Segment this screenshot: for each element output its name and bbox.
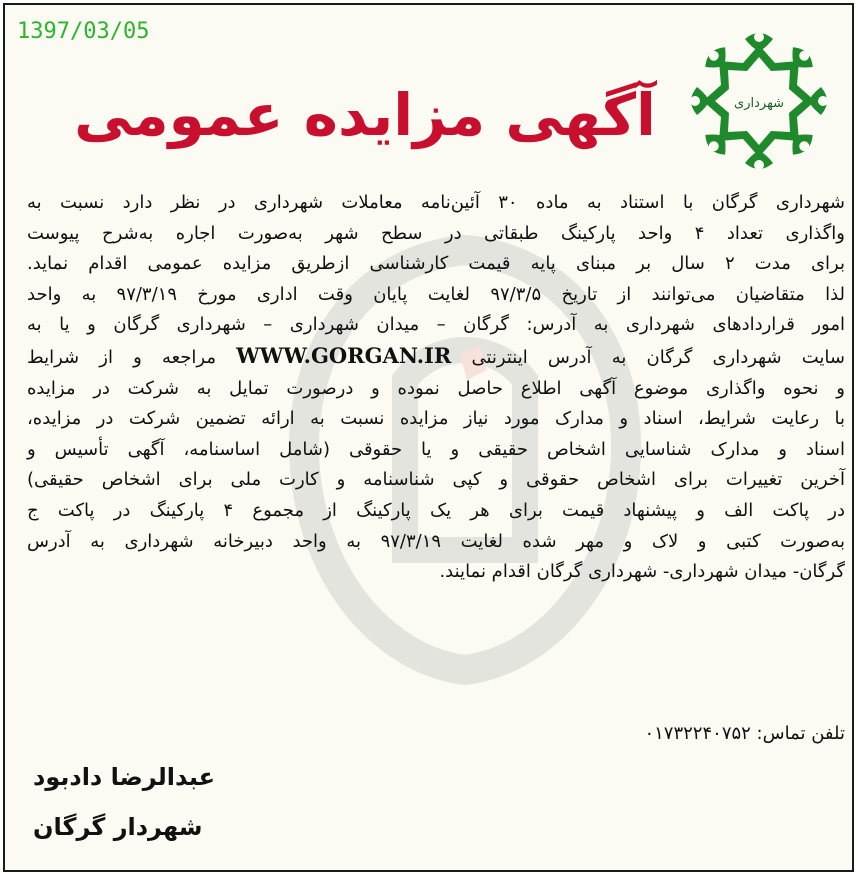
body-line: و نحوه واگذاری موضوع آگهی اطلاع حاصل نموده و درصورت تمایل به شرکت در مزایده: [27, 377, 845, 399]
notice-title: آگهی مزایده عمومی: [74, 81, 656, 149]
logo-text: شهرداری: [734, 96, 784, 111]
notice-body: [27, 188, 845, 588]
site-text-before: سایت شهرداری گرگان به آدرس اینترنتی: [471, 346, 845, 368]
signatory-role: شهردار گرگان: [33, 813, 203, 841]
body-line: با رعایت شرایط، اسناد و مدارک مورد نیاز مزایده نسبت به ارائه تضمین شرکت در مزایده،: [27, 408, 845, 430]
body-line: گرگان- میدان شهرداری- شهرداری گرگان اقدام نمایند.: [439, 561, 845, 583]
website-link[interactable]: WWW.GORGAN.IR: [236, 342, 452, 368]
body-line: امور قراردادهای شهرداری به آدرس: گرگان – میدان شهرداری – شهرداری گرگان و یا به: [27, 314, 845, 336]
municipality-logo: [689, 31, 829, 171]
body-line: برای مدت ۲ سال بر مبنای پایه قیمت کارشناسی ازطریق مزایده عمومی اقدام نماید.: [27, 253, 845, 275]
site-text-after: مراجعه و از شرایط: [27, 346, 216, 368]
body-line: به‌صورت کتبی و لاک و مهر شده لغایت ۹۷/۳/۱۹ به واحد دبیرخانه شهرداری به آدرس: [27, 530, 845, 552]
body-line: لذا متقاضیان می‌توانند از تاریخ ۹۷/۳/۵ لغایت پایان وقت اداری مورخ ۹۷/۳/۱۹ به واحد: [27, 283, 845, 305]
contact-phone: تلفن تماس: ۰۱۷۳۲۲۴۰۷۵۲: [644, 723, 845, 744]
publish-date: 1397/03/05: [17, 19, 150, 44]
body-line: شهرداری گرگان با استناد به ماده ۳۰ آئین‌نامه معاملات شهرداری در نظر دارد نسبت به: [27, 192, 845, 213]
notice-frame: [3, 3, 854, 872]
signatory-name: عبدالرضا دادبود: [33, 763, 216, 791]
body-line: آخرین تغییرات برای اشخاص حقوقی و کپی شناسنامه و کارت ملی برای اشخاص حقیقی): [27, 469, 845, 491]
body-line: در پاکت الف و پیشنهاد قیمت برای هر یک پارکینگ از مجموع ۴ پارکینگ در پاکت ج: [27, 499, 846, 521]
body-line: اسناد و مدارک شناسایی اشخاص حقیقی و یا حقوقی (شامل اساسنامه، آگهی تأسیس و: [27, 438, 845, 460]
body-line: واگذاری تعداد ۴ واحد پارکینگ طبقاتی در سطح شهر به‌صورت اجاره به‌شرح پیوست: [27, 222, 845, 244]
body-line-website: [27, 341, 845, 374]
